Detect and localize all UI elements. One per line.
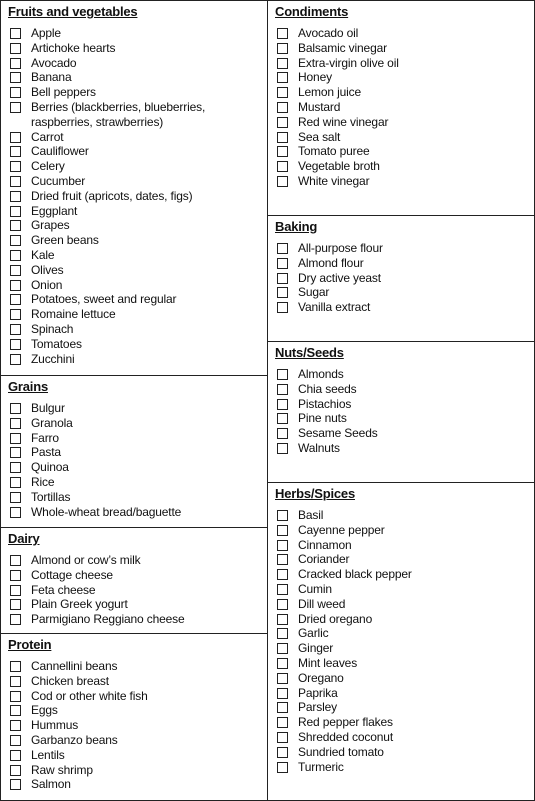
checklist-item bbox=[10, 475, 263, 490]
checkbox[interactable] bbox=[10, 43, 21, 54]
checkbox[interactable] bbox=[10, 280, 21, 291]
item-label: Turmeric bbox=[298, 759, 344, 774]
checklist-item bbox=[277, 159, 530, 174]
item-label: Cayenne pepper bbox=[298, 522, 385, 537]
checklist-item bbox=[277, 552, 530, 567]
checkbox[interactable] bbox=[277, 747, 288, 758]
checklist-item bbox=[277, 56, 530, 71]
checkbox[interactable] bbox=[10, 265, 21, 276]
checkbox[interactable] bbox=[277, 428, 288, 439]
checklist-item bbox=[277, 760, 530, 775]
checklist-item bbox=[10, 204, 263, 219]
checklist-item bbox=[10, 307, 263, 322]
checkbox[interactable] bbox=[10, 570, 21, 581]
section-title: Protein bbox=[8, 637, 52, 652]
checklist-item bbox=[277, 715, 530, 730]
item-label: Oregano bbox=[298, 670, 344, 685]
checkbox[interactable] bbox=[10, 750, 21, 761]
checkbox[interactable] bbox=[277, 443, 288, 454]
checklist-item bbox=[10, 583, 263, 598]
checklist-item bbox=[10, 553, 263, 568]
checkbox[interactable] bbox=[10, 599, 21, 610]
section-title: Fruits and vegetables bbox=[8, 4, 138, 19]
checkbox[interactable] bbox=[10, 28, 21, 39]
item-label: Farro bbox=[31, 430, 59, 445]
item-label: Potatoes, sweet and regular bbox=[31, 292, 177, 307]
item-label: Dried oregano bbox=[298, 611, 373, 626]
item-label: Vanilla extract bbox=[298, 300, 371, 315]
checklist-item bbox=[10, 490, 263, 505]
left-column bbox=[1, 1, 268, 800]
checkbox[interactable] bbox=[277, 717, 288, 728]
checkbox[interactable] bbox=[10, 146, 21, 157]
checklist-item bbox=[10, 612, 263, 627]
checklist-item bbox=[10, 130, 263, 145]
checkbox[interactable] bbox=[277, 176, 288, 187]
item-label: Cannellini beans bbox=[31, 659, 118, 673]
checklist-item bbox=[277, 382, 530, 397]
checklist-item bbox=[277, 285, 530, 300]
checkbox[interactable] bbox=[10, 507, 21, 518]
item-label: Parmigiano Reggiano cheese bbox=[31, 612, 185, 627]
checklist bbox=[10, 659, 263, 792]
section-fruits-and-vegetables bbox=[1, 1, 267, 376]
checklist-item bbox=[277, 26, 530, 41]
checklist-item bbox=[10, 70, 263, 85]
checkbox[interactable] bbox=[10, 309, 21, 320]
checkbox[interactable] bbox=[10, 324, 21, 335]
item-label: Eggplant bbox=[31, 203, 78, 218]
checklist-item bbox=[10, 248, 263, 263]
checklist-item bbox=[10, 278, 263, 293]
item-label: Whole-wheat bread/baguette bbox=[31, 504, 182, 519]
item-label: Pasta bbox=[31, 445, 61, 460]
checkbox[interactable] bbox=[277, 702, 288, 713]
item-label: Paprika bbox=[298, 685, 338, 700]
checkbox[interactable] bbox=[10, 161, 21, 172]
section-condiments bbox=[268, 1, 534, 216]
checklist-item bbox=[10, 41, 263, 56]
item-label: Carrot bbox=[31, 129, 64, 144]
checklist-item bbox=[10, 659, 263, 674]
item-label: White vinegar bbox=[298, 173, 370, 188]
checkbox[interactable] bbox=[277, 554, 288, 565]
item-label: Cottage cheese bbox=[31, 567, 113, 582]
checklist-item bbox=[277, 671, 530, 686]
checkbox[interactable] bbox=[277, 510, 288, 521]
checkbox[interactable] bbox=[277, 369, 288, 380]
section-dairy bbox=[1, 528, 267, 634]
checkbox[interactable] bbox=[10, 691, 21, 702]
item-label: Tortillas bbox=[31, 489, 71, 504]
checkbox[interactable] bbox=[10, 614, 21, 625]
checklist-item bbox=[10, 733, 263, 748]
checkbox[interactable] bbox=[10, 720, 21, 731]
checkbox[interactable] bbox=[10, 354, 21, 365]
checkbox[interactable] bbox=[277, 58, 288, 69]
item-label: Lentils bbox=[31, 747, 65, 762]
checklist bbox=[277, 508, 530, 774]
checklist-item bbox=[10, 445, 263, 460]
item-label: Coriander bbox=[298, 552, 350, 567]
item-label: Avocado bbox=[31, 55, 77, 70]
checklist-item bbox=[277, 426, 530, 441]
item-label: Vegetable broth bbox=[298, 159, 380, 174]
item-label: Sea salt bbox=[298, 129, 341, 144]
item-label: Raw shrimp bbox=[31, 762, 93, 777]
item-label: Extra-virgin olive oil bbox=[298, 55, 399, 70]
checkbox[interactable] bbox=[10, 403, 21, 414]
item-label: Cracked black pepper bbox=[298, 567, 412, 582]
checklist-item bbox=[277, 612, 530, 627]
checkbox[interactable] bbox=[10, 447, 21, 458]
checkbox[interactable] bbox=[10, 191, 21, 202]
checklist-item bbox=[277, 70, 530, 85]
checkbox[interactable] bbox=[277, 643, 288, 654]
checklist bbox=[10, 401, 263, 519]
checklist-item bbox=[277, 656, 530, 671]
item-label: Spinach bbox=[31, 321, 74, 336]
item-label: Almonds bbox=[298, 367, 344, 381]
item-label: Shredded coconut bbox=[298, 729, 394, 744]
item-label: Bulgur bbox=[31, 401, 65, 415]
checklist-item bbox=[10, 460, 263, 475]
item-label: Kale bbox=[31, 247, 55, 262]
item-label: Plain Greek yogurt bbox=[31, 597, 128, 612]
section-title: Condiments bbox=[275, 4, 349, 19]
checkbox[interactable] bbox=[277, 243, 288, 254]
checklist bbox=[10, 26, 263, 366]
checklist-item bbox=[10, 233, 263, 248]
section-baking bbox=[268, 216, 534, 342]
item-label: Sundried tomato bbox=[298, 744, 384, 759]
checklist-item bbox=[277, 115, 530, 130]
section-grains bbox=[1, 376, 267, 528]
checkbox[interactable] bbox=[10, 235, 21, 246]
checklist-item bbox=[10, 505, 263, 520]
checklist-item bbox=[10, 703, 263, 718]
item-label: Pine nuts bbox=[298, 411, 347, 426]
item-label: Granola bbox=[31, 415, 73, 430]
checklist-item bbox=[277, 85, 530, 100]
item-label: Honey bbox=[298, 70, 332, 85]
checklist-item bbox=[10, 763, 263, 778]
checkbox[interactable] bbox=[277, 273, 288, 284]
checkbox[interactable] bbox=[10, 87, 21, 98]
item-label: Cinnamon bbox=[298, 537, 352, 552]
item-label: Olives bbox=[31, 262, 64, 277]
item-label: Cumin bbox=[298, 581, 332, 596]
checkbox[interactable] bbox=[277, 599, 288, 610]
item-label: Cucumber bbox=[31, 173, 86, 188]
checkbox[interactable] bbox=[277, 117, 288, 128]
checkbox[interactable] bbox=[10, 585, 21, 596]
item-label: Grapes bbox=[31, 218, 70, 233]
checklist-item bbox=[277, 144, 530, 159]
checklist-item bbox=[277, 411, 530, 426]
checkbox[interactable] bbox=[277, 658, 288, 669]
item-label: Chicken breast bbox=[31, 673, 109, 688]
checkbox[interactable] bbox=[10, 176, 21, 187]
section-protein bbox=[1, 634, 267, 800]
checkbox[interactable] bbox=[10, 779, 21, 790]
section-title: Grains bbox=[8, 379, 48, 394]
checklist-item bbox=[277, 523, 530, 538]
checkbox[interactable] bbox=[277, 688, 288, 699]
checkbox[interactable] bbox=[10, 72, 21, 83]
right-column bbox=[268, 1, 534, 800]
checklist-item bbox=[277, 271, 530, 286]
item-label: Feta cheese bbox=[31, 582, 96, 597]
item-label: Mustard bbox=[298, 99, 341, 114]
checklist-item bbox=[277, 397, 530, 412]
item-label: All-purpose flour bbox=[298, 241, 383, 255]
checklist-item bbox=[277, 626, 530, 641]
checkbox[interactable] bbox=[10, 705, 21, 716]
checklist-item bbox=[10, 416, 263, 431]
section-title: Baking bbox=[275, 219, 318, 234]
checkbox[interactable] bbox=[10, 492, 21, 503]
item-label: Sugar bbox=[298, 285, 330, 300]
item-label: Walnuts bbox=[298, 440, 340, 455]
checklist-item bbox=[277, 256, 530, 271]
checkbox[interactable] bbox=[10, 765, 21, 776]
checkbox[interactable] bbox=[10, 220, 21, 231]
checkbox[interactable] bbox=[277, 161, 288, 172]
checklist bbox=[277, 241, 530, 315]
checklist-item bbox=[277, 538, 530, 553]
item-label: Mint leaves bbox=[298, 655, 358, 670]
checkbox[interactable] bbox=[277, 762, 288, 773]
section-title: Herbs/Spices bbox=[275, 486, 355, 501]
checklist-item bbox=[277, 130, 530, 145]
checkbox[interactable] bbox=[10, 477, 21, 488]
item-label: Hummus bbox=[31, 718, 79, 733]
checkbox[interactable] bbox=[10, 462, 21, 473]
item-label: Almond or cow’s milk bbox=[31, 553, 141, 567]
checklist-item bbox=[10, 26, 263, 41]
item-label: Basil bbox=[298, 508, 324, 522]
checkbox[interactable] bbox=[277, 413, 288, 424]
checkbox[interactable] bbox=[10, 250, 21, 261]
item-label: Chia seeds bbox=[298, 381, 357, 396]
checkbox[interactable] bbox=[277, 628, 288, 639]
checklist-item bbox=[10, 568, 263, 583]
item-label: Green beans bbox=[31, 233, 99, 248]
checkbox[interactable] bbox=[277, 732, 288, 743]
checkbox[interactable] bbox=[10, 661, 21, 672]
item-label: Dry active yeast bbox=[298, 270, 381, 285]
checklist-item bbox=[277, 441, 530, 456]
checklist-item bbox=[10, 597, 263, 612]
item-label: Eggs bbox=[31, 703, 58, 718]
item-label: Avocado oil bbox=[298, 26, 359, 40]
section-nuts-seeds bbox=[268, 342, 534, 483]
item-label: Pistachios bbox=[298, 396, 352, 411]
checkbox[interactable] bbox=[277, 102, 288, 113]
item-label: Red wine vinegar bbox=[298, 114, 389, 129]
checklist-item bbox=[10, 777, 263, 792]
checklist-item bbox=[277, 174, 530, 189]
checklist-item bbox=[277, 300, 530, 315]
checkbox[interactable] bbox=[277, 614, 288, 625]
item-label: Balsamic vinegar bbox=[298, 40, 387, 55]
checklist-item bbox=[277, 367, 530, 382]
item-label: Quinoa bbox=[31, 460, 69, 475]
item-label: Dried fruit (apricots, dates, figs) bbox=[31, 188, 193, 203]
item-label: Dill weed bbox=[298, 596, 346, 611]
checkbox[interactable] bbox=[10, 58, 21, 69]
item-label: Celery bbox=[31, 159, 65, 174]
item-label: Zucchini bbox=[31, 351, 75, 366]
checklist-item bbox=[10, 322, 263, 337]
checklist-item bbox=[277, 582, 530, 597]
checklist-item bbox=[277, 100, 530, 115]
item-label: Almond flour bbox=[298, 255, 364, 270]
checklist-item bbox=[10, 352, 263, 367]
checkbox[interactable] bbox=[277, 72, 288, 83]
checklist-item bbox=[10, 674, 263, 689]
section-herbs-spices bbox=[268, 483, 534, 800]
checkbox[interactable] bbox=[277, 43, 288, 54]
checklist-item bbox=[10, 85, 263, 100]
checkbox[interactable] bbox=[277, 287, 288, 298]
checkbox[interactable] bbox=[277, 384, 288, 395]
checklist-item bbox=[277, 508, 530, 523]
checklist-item bbox=[277, 641, 530, 656]
checklist-item bbox=[10, 159, 263, 174]
item-label: Lemon juice bbox=[298, 85, 362, 100]
checkbox[interactable] bbox=[10, 132, 21, 143]
item-label: Tomatoes bbox=[31, 336, 82, 351]
checkbox[interactable] bbox=[10, 735, 21, 746]
item-label: Berries (blackberries, blueberries, raspberries, strawberries) bbox=[31, 99, 206, 129]
checklist-item bbox=[10, 689, 263, 704]
checklist-item bbox=[10, 263, 263, 278]
checkbox[interactable] bbox=[10, 676, 21, 687]
checklist-item bbox=[10, 189, 263, 204]
checkbox[interactable] bbox=[277, 146, 288, 157]
checklist-item bbox=[10, 100, 263, 130]
checklist-item bbox=[277, 567, 530, 582]
checkbox[interactable] bbox=[277, 540, 288, 551]
checklist-item bbox=[10, 144, 263, 159]
checkbox[interactable] bbox=[277, 258, 288, 269]
checkbox[interactable] bbox=[10, 339, 21, 350]
checklist-item bbox=[277, 41, 530, 56]
checklist-item bbox=[277, 730, 530, 745]
checklist-item bbox=[10, 401, 263, 416]
item-label: Banana bbox=[31, 70, 72, 85]
item-label: Ginger bbox=[298, 641, 334, 656]
checklist-item bbox=[10, 218, 263, 233]
item-label: Rice bbox=[31, 474, 55, 489]
checkbox[interactable] bbox=[10, 418, 21, 429]
checkbox[interactable] bbox=[277, 399, 288, 410]
checkbox[interactable] bbox=[10, 433, 21, 444]
checkbox[interactable] bbox=[277, 132, 288, 143]
checklist-item bbox=[10, 174, 263, 189]
item-label: Apple bbox=[31, 26, 61, 40]
checklist-item bbox=[10, 56, 263, 71]
checklist-item bbox=[277, 241, 530, 256]
checkbox[interactable] bbox=[10, 102, 21, 113]
item-label: Red pepper flakes bbox=[298, 715, 393, 730]
item-label: Cod or other white fish bbox=[31, 688, 148, 703]
item-label: Romaine lettuce bbox=[31, 307, 116, 322]
checklist-item bbox=[10, 431, 263, 446]
checkbox[interactable] bbox=[277, 569, 288, 580]
checkbox[interactable] bbox=[277, 525, 288, 536]
item-label: Tomato puree bbox=[298, 144, 370, 159]
item-label: Cauliflower bbox=[31, 144, 89, 159]
checkbox[interactable] bbox=[277, 28, 288, 39]
item-label: Sesame Seeds bbox=[298, 426, 378, 441]
checklist bbox=[277, 26, 530, 189]
checklist-item bbox=[10, 292, 263, 307]
checklist-item bbox=[277, 700, 530, 715]
checkbox[interactable] bbox=[277, 673, 288, 684]
checklist bbox=[277, 367, 530, 456]
item-label: Garlic bbox=[298, 626, 329, 641]
checklist-item bbox=[277, 686, 530, 701]
checklist-item bbox=[277, 745, 530, 760]
checklist-item bbox=[10, 718, 263, 733]
checklist-item bbox=[10, 748, 263, 763]
item-label: Parsley bbox=[298, 700, 337, 715]
checkbox[interactable] bbox=[10, 555, 21, 566]
item-label: Bell peppers bbox=[31, 85, 96, 100]
item-label: Artichoke hearts bbox=[31, 40, 116, 55]
checklist-item bbox=[277, 597, 530, 612]
section-title: Dairy bbox=[8, 531, 40, 546]
checklist bbox=[10, 553, 263, 627]
checkbox[interactable] bbox=[277, 87, 288, 98]
checkbox[interactable] bbox=[277, 584, 288, 595]
item-label: Garbanzo beans bbox=[31, 732, 118, 747]
section-title: Nuts/Seeds bbox=[275, 345, 344, 360]
checkbox[interactable] bbox=[277, 302, 288, 313]
item-label: Salmon bbox=[31, 777, 71, 792]
checkbox[interactable] bbox=[10, 294, 21, 305]
checkbox[interactable] bbox=[10, 206, 21, 217]
item-label: Onion bbox=[31, 277, 63, 292]
checklist-item bbox=[10, 337, 263, 352]
